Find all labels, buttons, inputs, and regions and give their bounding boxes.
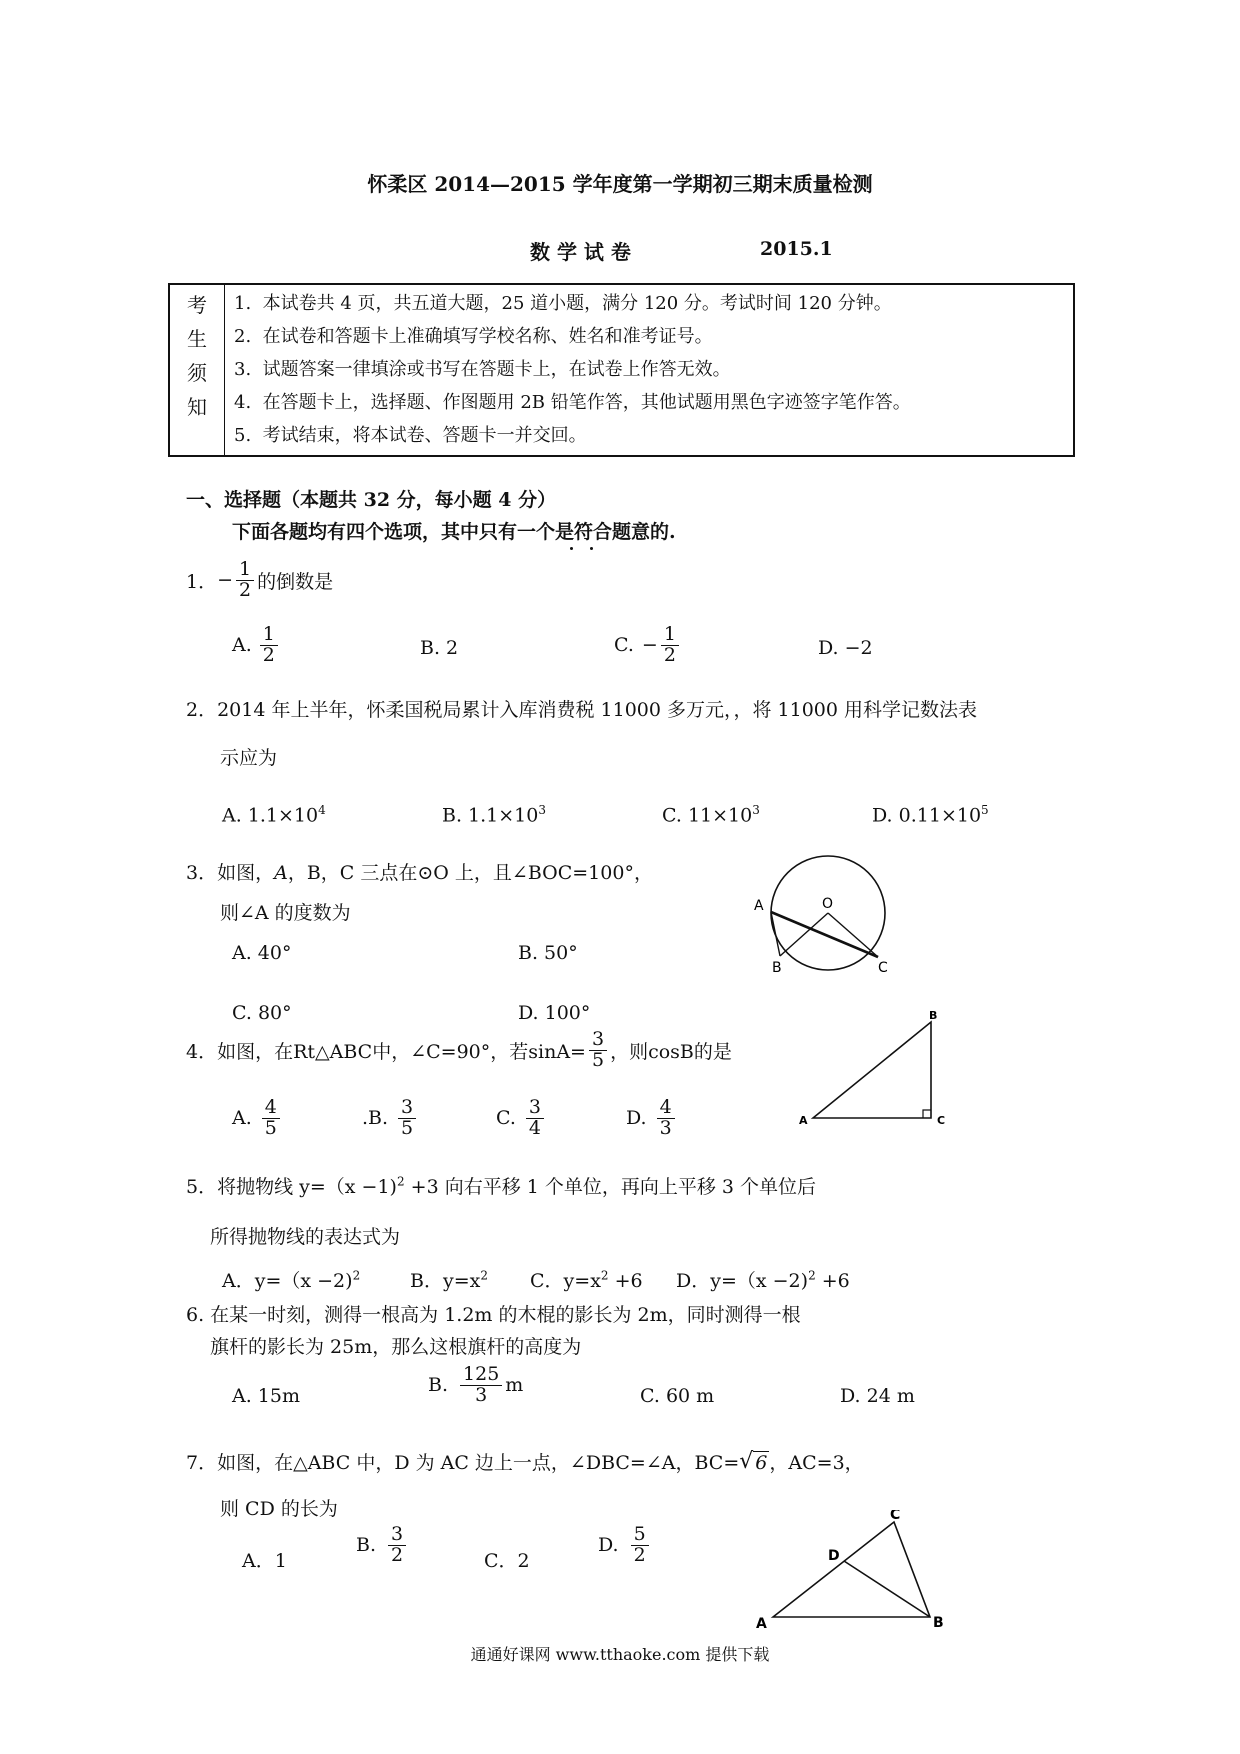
notice-box xyxy=(168,283,1075,457)
fraction-denominator: 2 xyxy=(262,643,275,666)
option-label: C. xyxy=(496,1107,516,1130)
option-c[interactable]: C．2 xyxy=(484,1550,530,1572)
sqrt-expression xyxy=(739,1449,769,1474)
question-text: 的倒数是 xyxy=(257,570,334,593)
option-label: D. xyxy=(626,1107,647,1130)
fraction xyxy=(526,1098,544,1139)
question-text: 3．如图， xyxy=(186,862,275,884)
question-1 xyxy=(186,560,333,601)
option-text: +6 xyxy=(608,1270,643,1292)
exponent: 2 xyxy=(600,1268,609,1283)
fraction xyxy=(398,1098,416,1139)
question-3-line2: 则∠A 的度数为 xyxy=(220,902,351,924)
question-2-line2: 示应为 xyxy=(220,747,278,769)
question-3-line1 xyxy=(186,858,653,885)
question-number: 1． xyxy=(186,570,218,593)
option-c[interactable] xyxy=(530,1266,643,1293)
notice-char: 知 xyxy=(187,395,207,419)
fraction xyxy=(661,625,679,666)
option-text: C. 11×10 xyxy=(662,804,753,827)
option-a[interactable] xyxy=(232,625,281,666)
section-heading: 一、选择题（本题共 32 分，每小题 4 分） xyxy=(186,489,557,511)
notice-item: 4. 在答题卡上，选择题、作图题用 2B 铅笔作答，其他试题用黑色字迹签字笔作答。 xyxy=(234,392,911,413)
question-text: 4．如图，在Rt△ABC中，∠C=90°，若sinA= xyxy=(186,1040,586,1063)
option-a[interactable]: A. 15m xyxy=(232,1385,300,1407)
question-text: 5．将抛物线 y=（x −1) xyxy=(186,1176,397,1198)
option-b[interactable]: B. 50° xyxy=(518,942,578,964)
fraction-numerator: 3 xyxy=(589,1030,607,1051)
fraction-denominator: 5 xyxy=(264,1116,277,1139)
option-b[interactable] xyxy=(356,1525,409,1566)
option-b[interactable] xyxy=(410,1266,488,1293)
exam-date: 2015.1 xyxy=(760,238,833,260)
option-d[interactable] xyxy=(872,803,989,826)
option-b[interactable] xyxy=(442,803,546,826)
triangle-abc xyxy=(773,1522,930,1617)
option-c[interactable]: C. 80° xyxy=(232,1002,292,1024)
option-c[interactable] xyxy=(496,1098,547,1139)
question-6-line1: 6. 在某一时刻，测得一根高为 1.2m 的木棍的影长为 2m，同时测得一根 xyxy=(186,1304,801,1326)
section-instruction: 下面各题均有四个选项，其中只有一个是符合题意的. xyxy=(232,521,676,543)
option-a[interactable] xyxy=(232,1098,283,1139)
fraction-numerator: 1 xyxy=(661,625,679,646)
triangle-abd-figure xyxy=(750,1510,960,1632)
notice-char: 生 xyxy=(187,327,207,351)
fraction xyxy=(631,1525,649,1566)
option-c[interactable]: C. 60 m xyxy=(640,1385,715,1407)
option-label: .B. xyxy=(362,1107,389,1130)
question-5-line2: 所得抛物线的表达式为 xyxy=(210,1226,401,1248)
emphasis-dot xyxy=(590,547,593,550)
chord-ab xyxy=(771,912,780,956)
question-text: ，则cosB的是 xyxy=(610,1040,732,1063)
option-b[interactable] xyxy=(428,1365,523,1406)
option-c[interactable] xyxy=(614,625,682,666)
option-label: B. xyxy=(428,1374,449,1397)
fraction xyxy=(236,560,254,601)
circle-figure xyxy=(740,850,900,980)
fraction-denominator: 2 xyxy=(663,643,676,666)
option-a[interactable]: A. 40° xyxy=(232,942,292,964)
option-b[interactable] xyxy=(362,1098,419,1139)
question-text: ，B，C 三点在⊙O 上，且∠BOC=100°， xyxy=(287,862,653,884)
footer-credit: 通通好课网 www.tthaoke.com 提供下载 xyxy=(470,1645,770,1664)
option-a[interactable] xyxy=(222,803,326,826)
fraction xyxy=(388,1525,406,1566)
option-label: D. xyxy=(598,1534,619,1557)
option-label: A. xyxy=(232,1107,252,1130)
option-d[interactable]: D. 100° xyxy=(518,1002,591,1024)
option-d[interactable] xyxy=(598,1525,652,1566)
option-label: B. xyxy=(356,1534,377,1557)
option-d[interactable]: D. −2 xyxy=(818,637,873,659)
exponent: 5 xyxy=(981,803,989,817)
fraction-denominator: 4 xyxy=(528,1116,541,1139)
option-text: A. 1.1×10 xyxy=(222,804,319,827)
label-a: A xyxy=(799,1114,808,1127)
label-c: C xyxy=(878,960,888,976)
question-text: +3 向右平移 1 个单位，再向上平移 3 个单位后 xyxy=(404,1176,817,1198)
option-c[interactable] xyxy=(662,803,760,826)
exponent: 3 xyxy=(752,803,760,817)
question-5-line1 xyxy=(186,1172,816,1199)
exponent: 4 xyxy=(318,803,326,817)
fraction-numerator: 5 xyxy=(631,1525,649,1546)
fraction-denominator: 3 xyxy=(475,1383,488,1406)
label-o: O xyxy=(822,896,834,912)
fraction xyxy=(589,1030,607,1071)
fraction xyxy=(262,1098,280,1139)
fraction-denominator: 2 xyxy=(391,1543,404,1566)
fraction xyxy=(460,1365,502,1406)
fraction-numerator: 4 xyxy=(657,1098,675,1119)
sqrt-icon: √ xyxy=(739,1449,754,1474)
label-c: C xyxy=(890,1510,901,1523)
option-text: +6 xyxy=(815,1270,850,1292)
notice-char: 考 xyxy=(187,293,207,317)
question-text: ，AC=3， xyxy=(769,1452,864,1474)
question-text: 7．如图，在△ABC 中，D 为 AC 边上一点，∠DBC=∠A，BC= xyxy=(186,1452,740,1474)
fraction-numerator: 125 xyxy=(460,1365,502,1386)
option-a[interactable]: A．1 xyxy=(242,1550,287,1572)
option-label: A. xyxy=(232,634,252,657)
option-d[interactable] xyxy=(626,1098,678,1139)
exam-title: 怀柔区 2014—2015 学年度第一学期初三期末质量检测 xyxy=(367,172,873,196)
fraction-numerator: 1 xyxy=(260,625,278,646)
question-4 xyxy=(186,1030,732,1071)
option-text: B. 1.1×10 xyxy=(442,804,539,827)
exponent: 2 xyxy=(396,1174,405,1189)
option-d[interactable] xyxy=(676,1266,850,1293)
fraction-numerator: 3 xyxy=(388,1525,406,1546)
label-b: B xyxy=(933,1615,944,1631)
exponent: 2 xyxy=(352,1268,361,1283)
notice-item: 5. 考试结束，将本试卷、答题卡一并交回。 xyxy=(234,425,587,446)
fraction-denominator: 5 xyxy=(591,1048,605,1071)
option-a[interactable] xyxy=(222,1266,360,1293)
fraction xyxy=(657,1098,675,1139)
exponent: 2 xyxy=(808,1268,816,1283)
exponent: 3 xyxy=(538,803,546,817)
fraction-denominator: 5 xyxy=(401,1116,414,1139)
label-b: B xyxy=(929,1009,938,1022)
minus-sign: − xyxy=(641,634,658,657)
minus-sign: − xyxy=(217,569,234,592)
question-7-line2: 则 CD 的长为 xyxy=(220,1498,338,1520)
fraction-denominator: 2 xyxy=(633,1543,646,1566)
notice-char: 须 xyxy=(187,361,207,385)
exponent: 2 xyxy=(480,1268,488,1283)
fraction-numerator: 1 xyxy=(236,560,254,581)
notice-item: 2. 在试卷和答题卡上准确填写学校名称、姓名和准考证号。 xyxy=(234,326,713,347)
question-6-line2: 旗杆的影长为 25m，那么这根旗杆的高度为 xyxy=(210,1336,582,1358)
label-a: A xyxy=(756,1616,767,1632)
notice-item: 3. 试题答案一律填涂或书写在答题卡上，在试卷上作答无效。 xyxy=(234,359,731,380)
option-text: D. 0.11×10 xyxy=(872,804,982,827)
option-text: A．y=（x −2) xyxy=(222,1270,353,1292)
emphasis-dot xyxy=(570,547,573,550)
option-d[interactable]: D. 24 m xyxy=(840,1385,915,1407)
option-text: B．y=x xyxy=(410,1270,481,1292)
label-d: D xyxy=(828,1548,840,1564)
unit: m xyxy=(505,1374,524,1397)
notice-side-label xyxy=(170,285,225,455)
label-b: B xyxy=(772,960,782,976)
option-b[interactable]: B. 2 xyxy=(420,637,459,659)
point-label: A xyxy=(274,862,288,884)
option-text: C．y=x xyxy=(530,1270,601,1292)
fraction xyxy=(260,625,278,666)
exam-subject: 数 学 试 卷 xyxy=(530,240,631,264)
fraction-numerator: 3 xyxy=(526,1098,544,1119)
fraction-numerator: 4 xyxy=(262,1098,280,1119)
radius-oc xyxy=(828,913,878,957)
question-2-line1: 2．2014 年上半年，怀柔国税局累计入库消费税 11000 多万元，，将 11000 用科学记数法表 xyxy=(186,699,978,721)
fraction-denominator: 3 xyxy=(659,1116,672,1139)
right-angle-mark xyxy=(923,1110,931,1118)
question-7-line1 xyxy=(186,1448,864,1475)
notice-item: 1. 本试卷共 4 页，共五道大题，25 道小题，满分 120 分。考试时间 120 分钟。 xyxy=(234,293,892,314)
fraction-denominator: 2 xyxy=(239,578,252,601)
right-triangle-figure xyxy=(796,1005,956,1130)
option-label: C. xyxy=(614,634,634,657)
sqrt-value: 6 xyxy=(755,1452,768,1474)
option-text: D．y=（x −2) xyxy=(676,1270,809,1292)
label-c: C xyxy=(937,1114,946,1127)
segment-bd xyxy=(844,1561,930,1617)
triangle-abc xyxy=(813,1022,931,1118)
label-a: A xyxy=(754,898,764,914)
fraction-numerator: 3 xyxy=(398,1098,416,1119)
